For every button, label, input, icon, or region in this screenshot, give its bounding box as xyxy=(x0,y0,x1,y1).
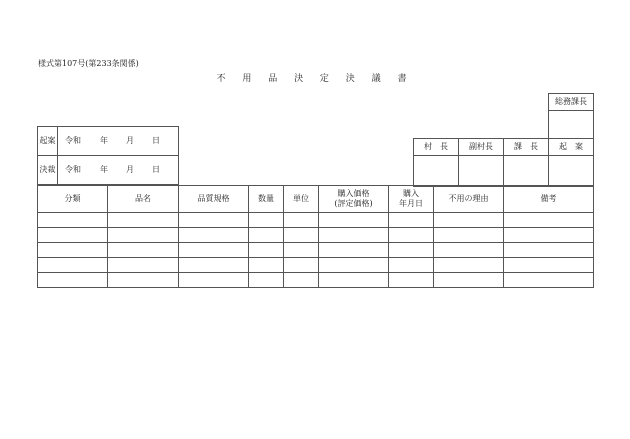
table-row xyxy=(38,228,594,243)
date-label: 決裁 xyxy=(38,156,58,185)
col-header-hinmei: 品名 xyxy=(108,186,179,213)
table-cell[interactable] xyxy=(108,213,179,228)
table-row xyxy=(38,258,594,273)
table-cell[interactable] xyxy=(179,213,249,228)
table-cell[interactable] xyxy=(389,228,434,243)
table-cell[interactable] xyxy=(504,228,594,243)
approval-label-fukusoncho: 副村長 xyxy=(459,139,504,156)
table-cell[interactable] xyxy=(504,213,594,228)
document-title: 不 用 品 決 定 決 議 書 xyxy=(216,74,414,84)
table-cell[interactable] xyxy=(249,258,284,273)
col-header-bunrui: 分類 xyxy=(38,186,108,213)
table-cell[interactable] xyxy=(179,258,249,273)
table-cell[interactable] xyxy=(389,273,434,288)
approval-stamp-soncho[interactable] xyxy=(414,156,459,187)
table-cell[interactable] xyxy=(38,243,108,258)
table-cell[interactable] xyxy=(284,228,319,243)
col-header-nengappi: 購入 年月日 xyxy=(389,186,434,213)
date-year: 年 xyxy=(100,165,108,174)
table-cell[interactable] xyxy=(249,243,284,258)
approval-stamp-kacho[interactable] xyxy=(504,156,549,187)
table-cell[interactable] xyxy=(249,273,284,288)
table-row xyxy=(38,243,594,258)
approval-stamp-soumu[interactable] xyxy=(549,111,594,139)
table-cell[interactable] xyxy=(434,273,504,288)
table-cell[interactable] xyxy=(108,273,179,288)
col-header-tani: 単位 xyxy=(284,186,319,213)
table-cell[interactable] xyxy=(179,243,249,258)
table-cell[interactable] xyxy=(319,258,389,273)
approval-label-kian: 起 案 xyxy=(549,139,594,156)
table-cell[interactable] xyxy=(319,243,389,258)
approval-stamp-fukusoncho[interactable] xyxy=(459,156,504,187)
table-cell[interactable] xyxy=(284,243,319,258)
date-era: 令和 xyxy=(65,165,81,174)
table-cell[interactable] xyxy=(38,273,108,288)
approval-label-soncho: 村 長 xyxy=(414,139,459,156)
table-cell[interactable] xyxy=(319,213,389,228)
table-cell[interactable] xyxy=(434,213,504,228)
approval-label-kacho: 課 長 xyxy=(504,139,549,156)
table-cell[interactable] xyxy=(284,258,319,273)
table-cell[interactable] xyxy=(284,213,319,228)
col-header-riyu: 不用の理由 xyxy=(434,186,504,213)
col-header-kakaku: 購入価格 (評定価格) xyxy=(319,186,389,213)
date-row-kian xyxy=(38,127,179,156)
table-row xyxy=(38,213,594,228)
table-cell[interactable] xyxy=(284,273,319,288)
items-header-row xyxy=(38,186,594,213)
table-cell[interactable] xyxy=(504,258,594,273)
table-cell[interactable] xyxy=(38,213,108,228)
form-number: 様式第107号(第233条関係) xyxy=(38,59,139,68)
items-table xyxy=(37,185,594,288)
col-header-hinshitsu: 品質規格 xyxy=(179,186,249,213)
approval-stamp-kian[interactable] xyxy=(549,156,594,187)
date-label: 起案 xyxy=(38,127,58,156)
date-box xyxy=(37,126,179,185)
table-cell[interactable] xyxy=(504,243,594,258)
table-cell[interactable] xyxy=(434,258,504,273)
table-cell[interactable] xyxy=(249,213,284,228)
date-year: 年 xyxy=(100,136,108,145)
approval-label-soumu: 総務課長 xyxy=(549,94,594,111)
table-cell[interactable] xyxy=(319,228,389,243)
table-cell[interactable] xyxy=(108,258,179,273)
table-row xyxy=(38,273,594,288)
table-cell[interactable] xyxy=(319,273,389,288)
table-cell[interactable] xyxy=(108,243,179,258)
date-field-kian[interactable] xyxy=(58,127,179,156)
table-cell[interactable] xyxy=(389,258,434,273)
approval-stamp-box xyxy=(413,93,594,187)
table-cell[interactable] xyxy=(108,228,179,243)
table-cell[interactable] xyxy=(389,243,434,258)
date-field-kessai[interactable] xyxy=(58,156,179,185)
date-row-kessai xyxy=(38,156,179,185)
col-header-biko: 備考 xyxy=(504,186,594,213)
table-cell[interactable] xyxy=(38,258,108,273)
table-cell[interactable] xyxy=(434,228,504,243)
table-cell[interactable] xyxy=(504,273,594,288)
date-day: 日 xyxy=(152,165,160,174)
date-era: 令和 xyxy=(65,136,81,145)
table-cell[interactable] xyxy=(389,213,434,228)
date-month: 月 xyxy=(126,165,134,174)
table-cell[interactable] xyxy=(434,243,504,258)
table-cell[interactable] xyxy=(179,273,249,288)
table-cell[interactable] xyxy=(38,228,108,243)
items-body xyxy=(38,213,594,288)
date-day: 日 xyxy=(152,136,160,145)
table-cell[interactable] xyxy=(249,228,284,243)
col-header-suryo: 数量 xyxy=(249,186,284,213)
date-month: 月 xyxy=(126,136,134,145)
table-cell[interactable] xyxy=(179,228,249,243)
